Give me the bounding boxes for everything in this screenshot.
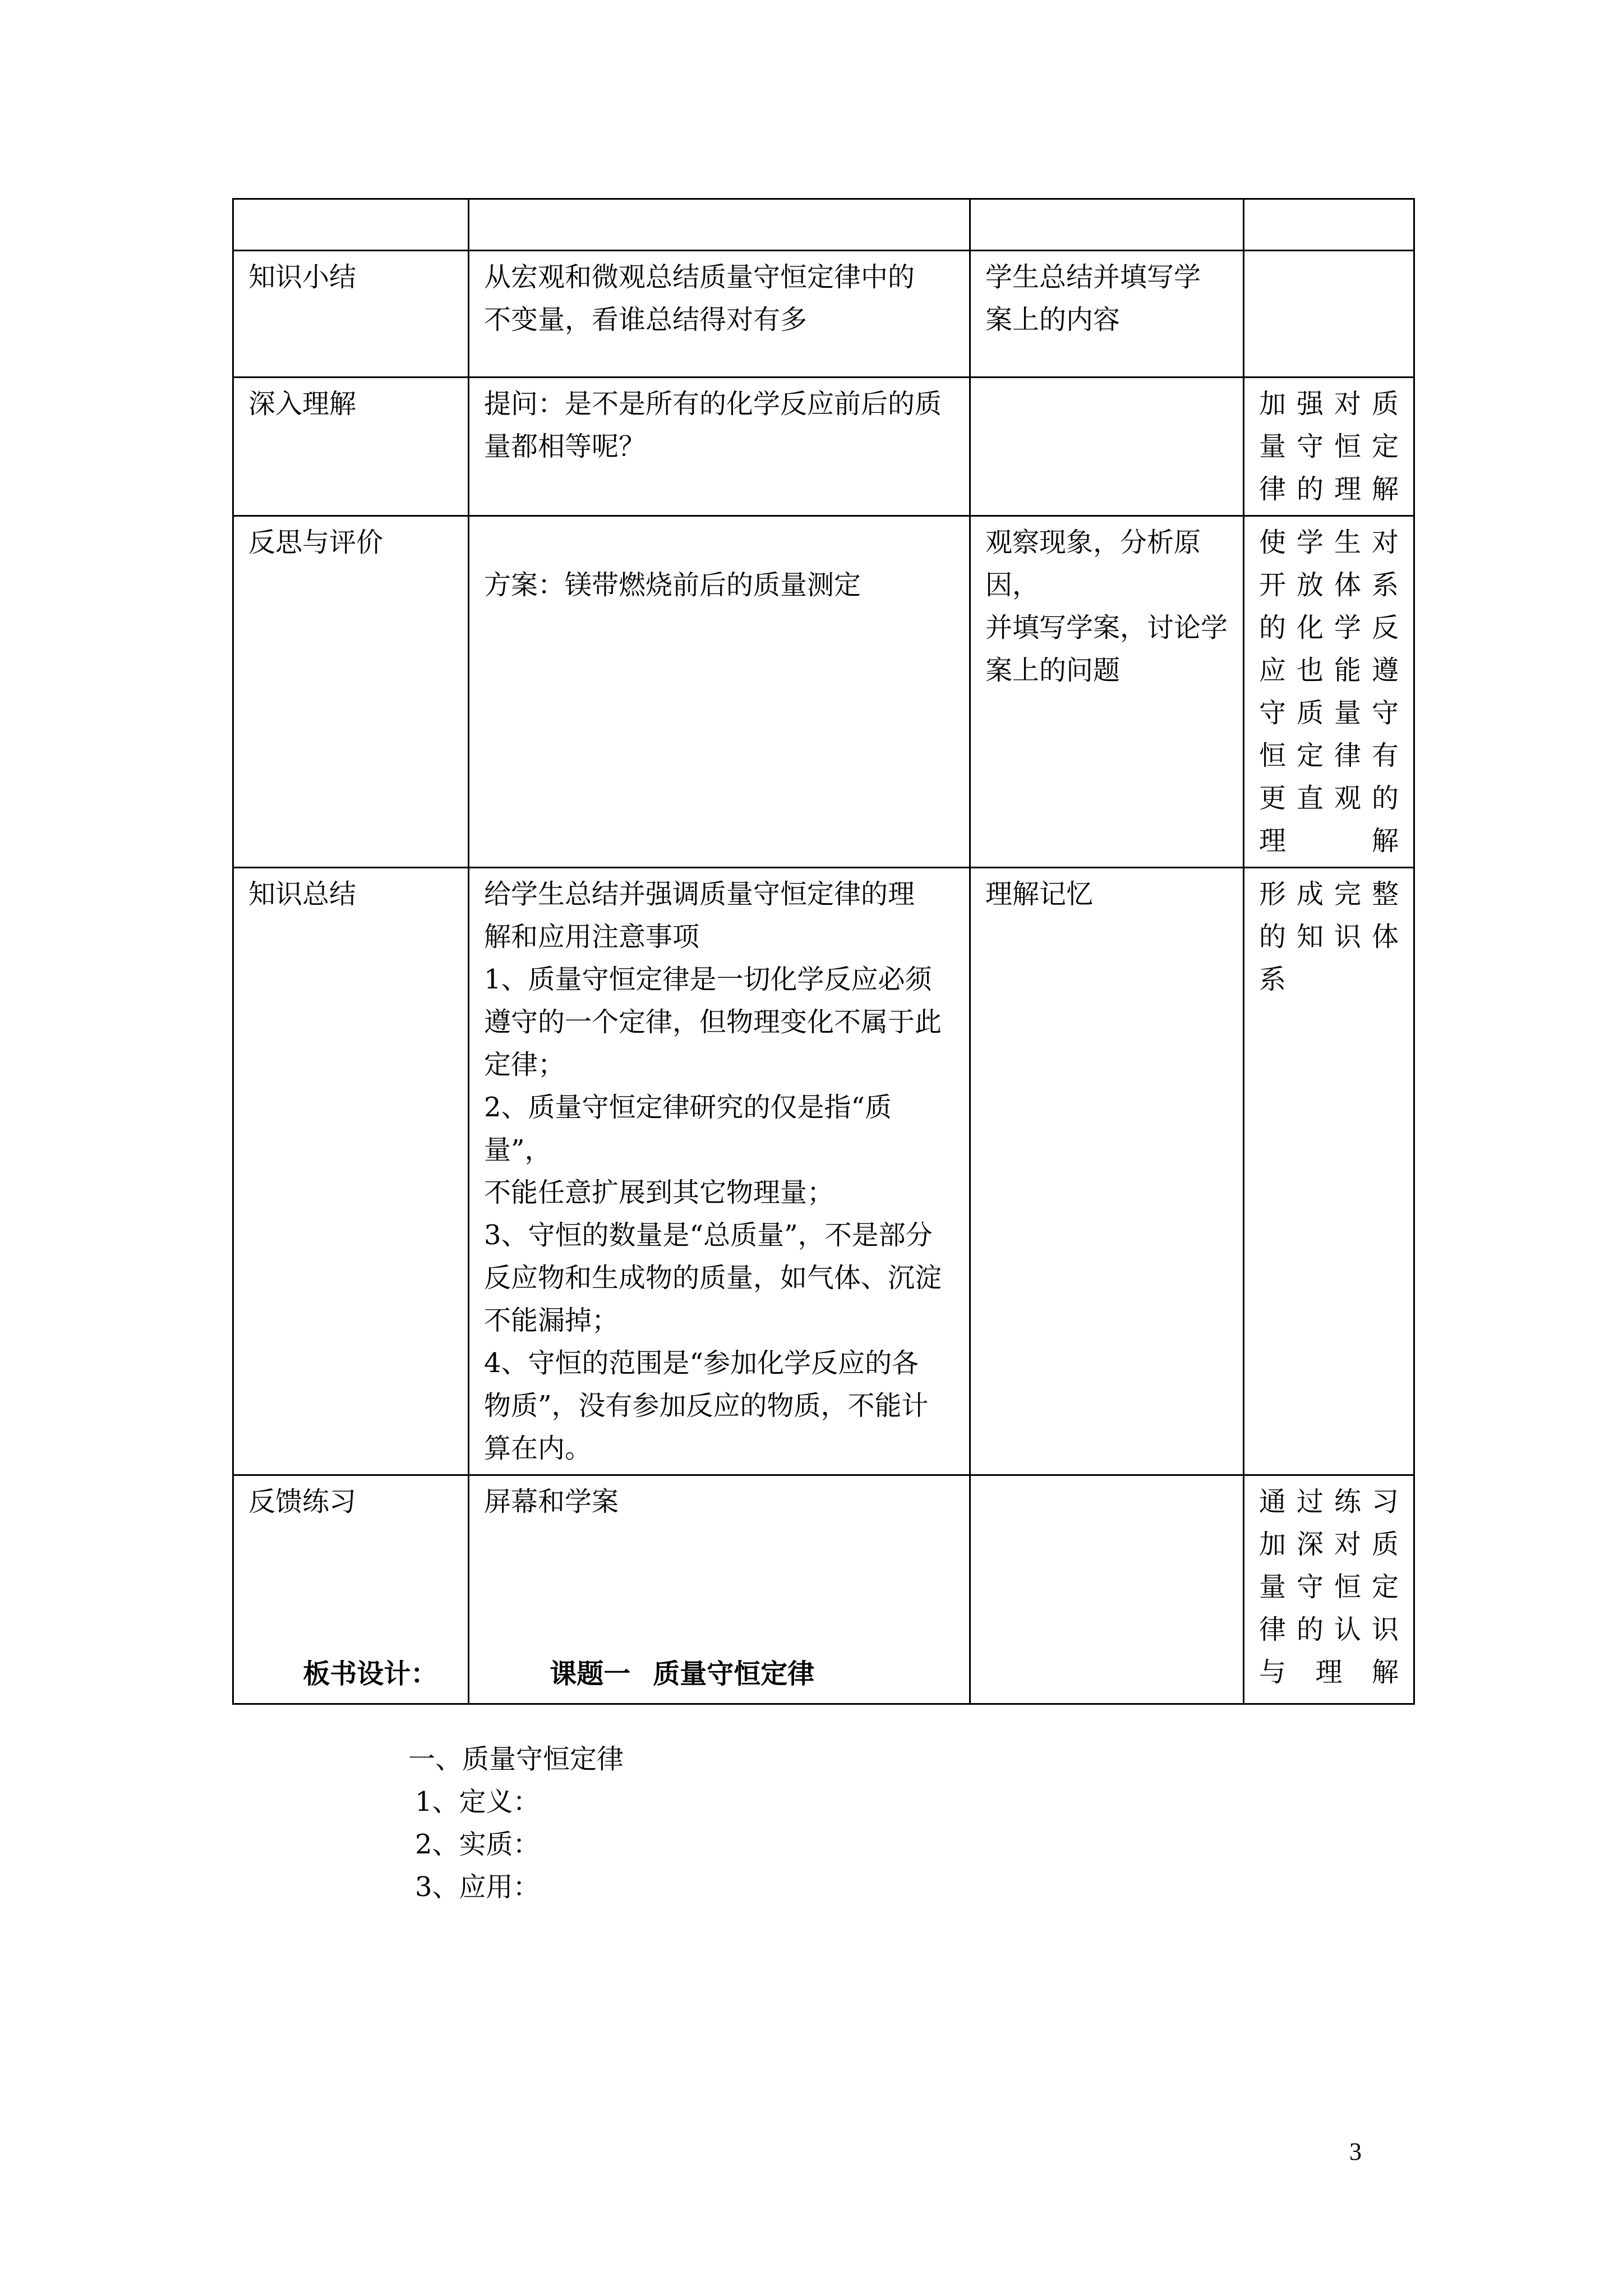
text-line: 遵守的一个定律，但物理变化不属于此 <box>484 1006 942 1038</box>
text-line: 2、质量守恒定律研究的仅是指“质量”， <box>484 1092 892 1166</box>
table-row <box>233 868 1414 1475</box>
text-line: 解和应用注意事项 <box>484 921 700 953</box>
lesson-plan-table <box>232 198 1415 1705</box>
lesson-title: 课题一 质量守恒定律 <box>550 1658 815 1690</box>
text-line: 系 <box>1259 964 1287 995</box>
stage-label: 深入理解 <box>248 388 357 420</box>
text-line: 1、质量守恒定律是一切化学反应必须 <box>484 964 932 995</box>
table-row <box>233 199 1414 251</box>
stage-cell <box>233 868 469 1475</box>
text-line: 给学生总结并强调质量守恒定律的理 <box>484 878 915 910</box>
text-line: 案上的问题 <box>985 655 1121 686</box>
text-line: 不能漏掉； <box>484 1305 619 1336</box>
text-line: 律的认识 <box>1259 1614 1399 1645</box>
stage-cell <box>233 378 469 516</box>
text-line: 理解记忆 <box>985 878 1094 910</box>
board-item: 3、应用： <box>415 1871 540 1903</box>
table-row <box>233 516 1414 868</box>
stage-label: 知识小结 <box>248 261 357 293</box>
text-line: 从宏观和微观总结质量守恒定律中的 <box>484 261 915 293</box>
text-line: 理解 <box>1259 825 1399 857</box>
board-section-heading: 一、质量守恒定律 <box>408 1743 624 1775</box>
design-intent-cell <box>1244 251 1414 378</box>
board-item: 1、定义： <box>415 1786 540 1818</box>
stage-cell <box>233 516 469 868</box>
stage-label: 反馈练习 <box>248 1486 357 1517</box>
design-intent-cell <box>1244 378 1414 516</box>
stage-label: 知识总结 <box>248 878 357 910</box>
text-line: 与理解 <box>1259 1657 1399 1688</box>
board-label: 板书设计： <box>303 1658 438 1690</box>
student-activity-cell <box>970 868 1244 1475</box>
text-line: 律的理解 <box>1259 473 1399 505</box>
text-line: 物质”，没有参加反应的物质，不能计 <box>484 1390 929 1421</box>
text-line: 4、守恒的范围是“参加化学反应的各 <box>484 1347 919 1379</box>
design-intent-cell <box>1244 868 1414 1475</box>
text-line: 通过练习 <box>1259 1486 1399 1517</box>
page-number: 3 <box>1349 2138 1362 2165</box>
board-item: 2、实质： <box>415 1829 540 1860</box>
teacher-activity-cell <box>469 199 970 251</box>
student-activity-cell <box>970 251 1244 378</box>
text-line: 方案：镁带燃烧前后的质量测定 <box>484 569 861 601</box>
student-activity-cell <box>970 378 1244 516</box>
teacher-activity-cell <box>469 378 970 516</box>
text-line: 形成完整 <box>1259 878 1399 910</box>
text-line: 学生总结并填写学 <box>985 261 1201 293</box>
teacher-activity-cell <box>469 868 970 1475</box>
student-activity-cell <box>970 1475 1244 1704</box>
student-activity-cell <box>970 199 1244 251</box>
text-line: 定律； <box>484 1049 565 1080</box>
stage-label: 反思与评价 <box>248 527 384 558</box>
text-line: 屏幕和学案 <box>484 1486 619 1517</box>
design-intent-cell <box>1244 199 1414 251</box>
text-line: 不能任意扩展到其它物理量； <box>484 1177 834 1208</box>
stage-cell <box>233 199 469 251</box>
text-line: 量守恒定 <box>1259 1571 1399 1603</box>
text-line: 观察现象，分析原因， <box>985 527 1201 601</box>
text-line: 应也能遵 <box>1259 655 1399 686</box>
text-line: 3、守恒的数量是“总质量”，不是部分 <box>484 1220 933 1251</box>
text-line: 的化学反 <box>1259 612 1399 643</box>
text-line: 量都相等呢？ <box>484 431 646 462</box>
text-line: 量守恒定 <box>1259 431 1399 462</box>
text-line: 反应物和生成物的质量，如气体、沉淀 <box>484 1262 942 1294</box>
board-header <box>247 1610 814 1738</box>
table-row <box>233 378 1414 516</box>
text-line: 并填写学案，讨论学 <box>985 612 1228 643</box>
text-line: 守质量守 <box>1259 697 1399 729</box>
teacher-activity-cell <box>469 251 970 378</box>
teacher-activity-cell <box>469 516 970 868</box>
stage-cell <box>233 251 469 378</box>
text-line: 恒定律有 <box>1259 740 1399 771</box>
text-line: 使学生对 <box>1259 527 1399 558</box>
text-line: 提问：是不是所有的化学反应前后的质 <box>484 388 942 420</box>
text-line: 算在内。 <box>484 1433 592 1464</box>
student-activity-cell <box>970 516 1244 868</box>
text-line: 不变量，看谁总结得对有多 <box>484 304 808 335</box>
design-intent-cell <box>1244 1475 1414 1704</box>
text-line: 加强对质 <box>1259 388 1399 420</box>
text-line: 案上的内容 <box>985 304 1121 335</box>
design-intent-cell <box>1244 516 1414 868</box>
board-design <box>247 1610 814 1908</box>
text-line: 更直观的 <box>1259 783 1399 814</box>
text-line: 的知识体 <box>1259 921 1399 953</box>
table-row <box>233 251 1414 378</box>
text-line: 开放体系 <box>1259 569 1399 601</box>
text-line: 加深对质 <box>1259 1529 1399 1560</box>
